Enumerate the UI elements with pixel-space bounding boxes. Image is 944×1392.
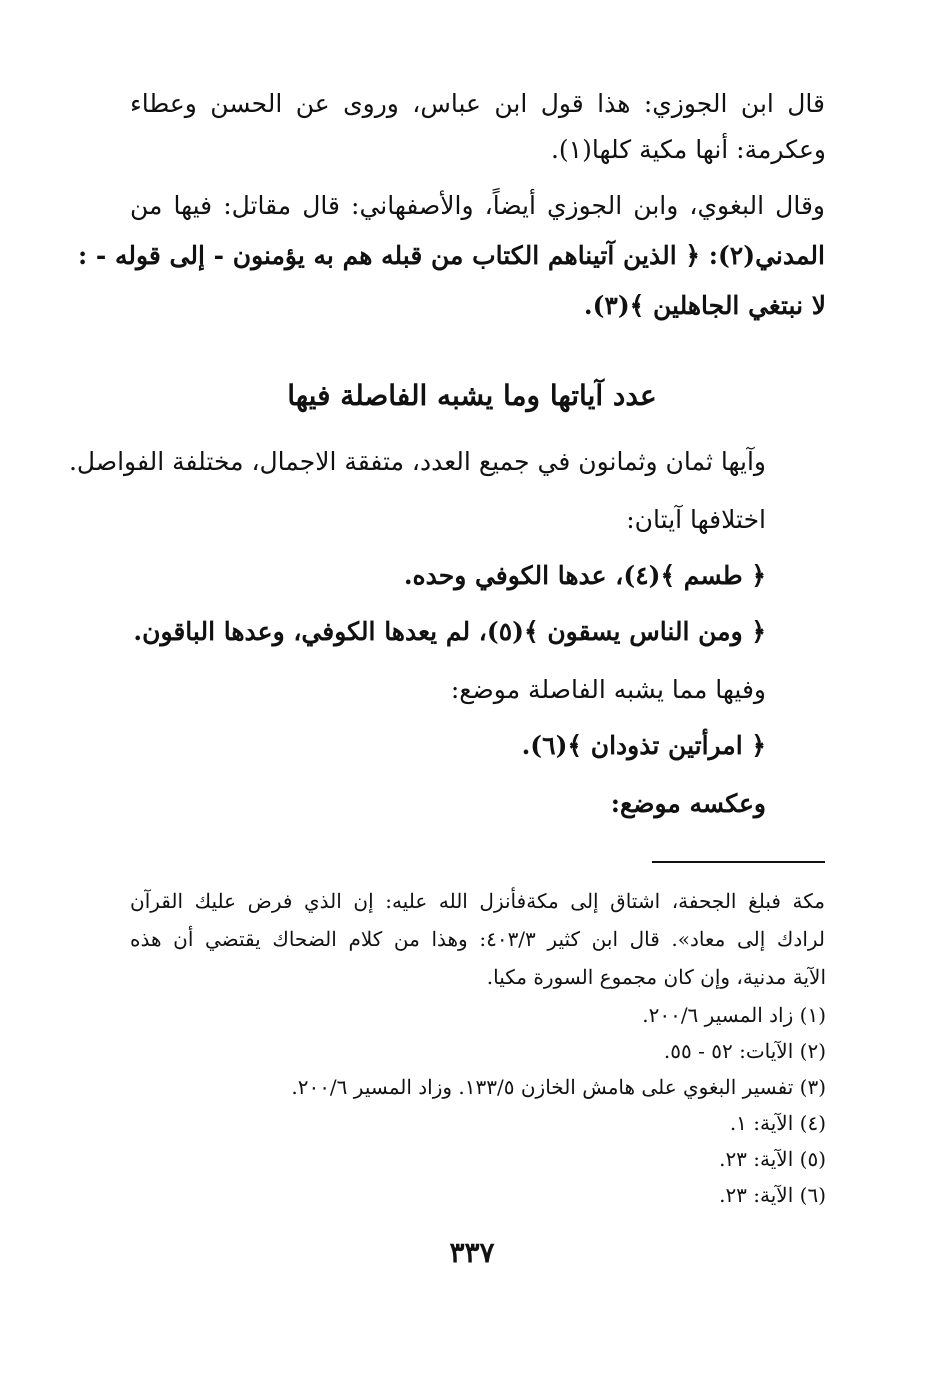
section-line-6: ﴿ امرأتين تذودان ﴾(٦).	[521, 731, 766, 760]
footnote-1: (١) زاد المسير ٢٠٠/٦.	[642, 1003, 826, 1027]
page-number: ٣٣٧	[449, 1236, 495, 1269]
section-line-2: اختلافها آيتان:	[626, 505, 766, 534]
paragraph-2-line-1: وقال البغوي، وابن الجوزي أيضاً، والأصفهاني: قال مقاتل: فيها من	[130, 191, 825, 220]
section-line-4: ﴿ ومن الناس يسقون ﴾(٥)، لم يعدها الكوفي، وعدها الباقون.	[133, 617, 766, 646]
footnote-continuation-line-2: لرادك إلى معاد». قال ابن كثير ٤٠٣/٣: وهذا من كلام الضحاك يقتضي أن هذه	[130, 927, 826, 951]
footnote-continuation-line-1: مكة فبلغ الجحفة، اشتاق إلى مكةفأنزل الله عليه: إن الذي فرض عليك القرآن	[130, 889, 825, 913]
footnote-separator	[652, 861, 825, 863]
section-line-5: وفيها مما يشبه الفاصلة موضع:	[450, 675, 766, 704]
paragraph-1-line-2: وعكرمة: أنها مكية كلها(١).	[550, 135, 826, 164]
footnote-2: (٢) الآيات: ٥٢ - ٥٥.	[663, 1039, 826, 1063]
footnote-3: (٣) تفسير البغوي على هامش الخازن ١٣٣/٥. وزاد المسير ٢٠٠/٦.	[291, 1075, 826, 1099]
paragraph-2-line-2: المدني(٢): ﴿ الذين آتيناهم الكتاب من قبله هم به يؤمنون - إلى قوله - :	[77, 241, 825, 270]
footnote-6: (٦) الآية: ٢٣.	[719, 1183, 826, 1207]
footnote-5: (٥) الآية: ٢٣.	[719, 1147, 826, 1171]
footnote-4: (٤) الآية: ١.	[729, 1111, 826, 1135]
paragraph-2-line-3: لا نبتغي الجاهلين ﴾(٣).	[583, 291, 826, 320]
paragraph-1-line-1: قال ابن الجوزي: هذا قول ابن عباس، وروى عن الحسن وعطاء	[130, 89, 825, 118]
section-line-3: ﴿ طسم ﴾(٤)، عدها الكوفي وحده.	[403, 561, 766, 590]
section-line-7: وعكسه موضع:	[610, 789, 766, 818]
section-line-1: وآيها ثمان وثمانون في جميع العدد، متفقة الاجمال، مختلفة الفواصل.	[68, 447, 766, 476]
section-heading: عدد آياتها وما يشبه الفاصلة فيها	[287, 379, 657, 412]
footnote-continuation-line-3: الآية مدنية، وإن كان مجموع السورة مكيا.	[486, 965, 826, 989]
